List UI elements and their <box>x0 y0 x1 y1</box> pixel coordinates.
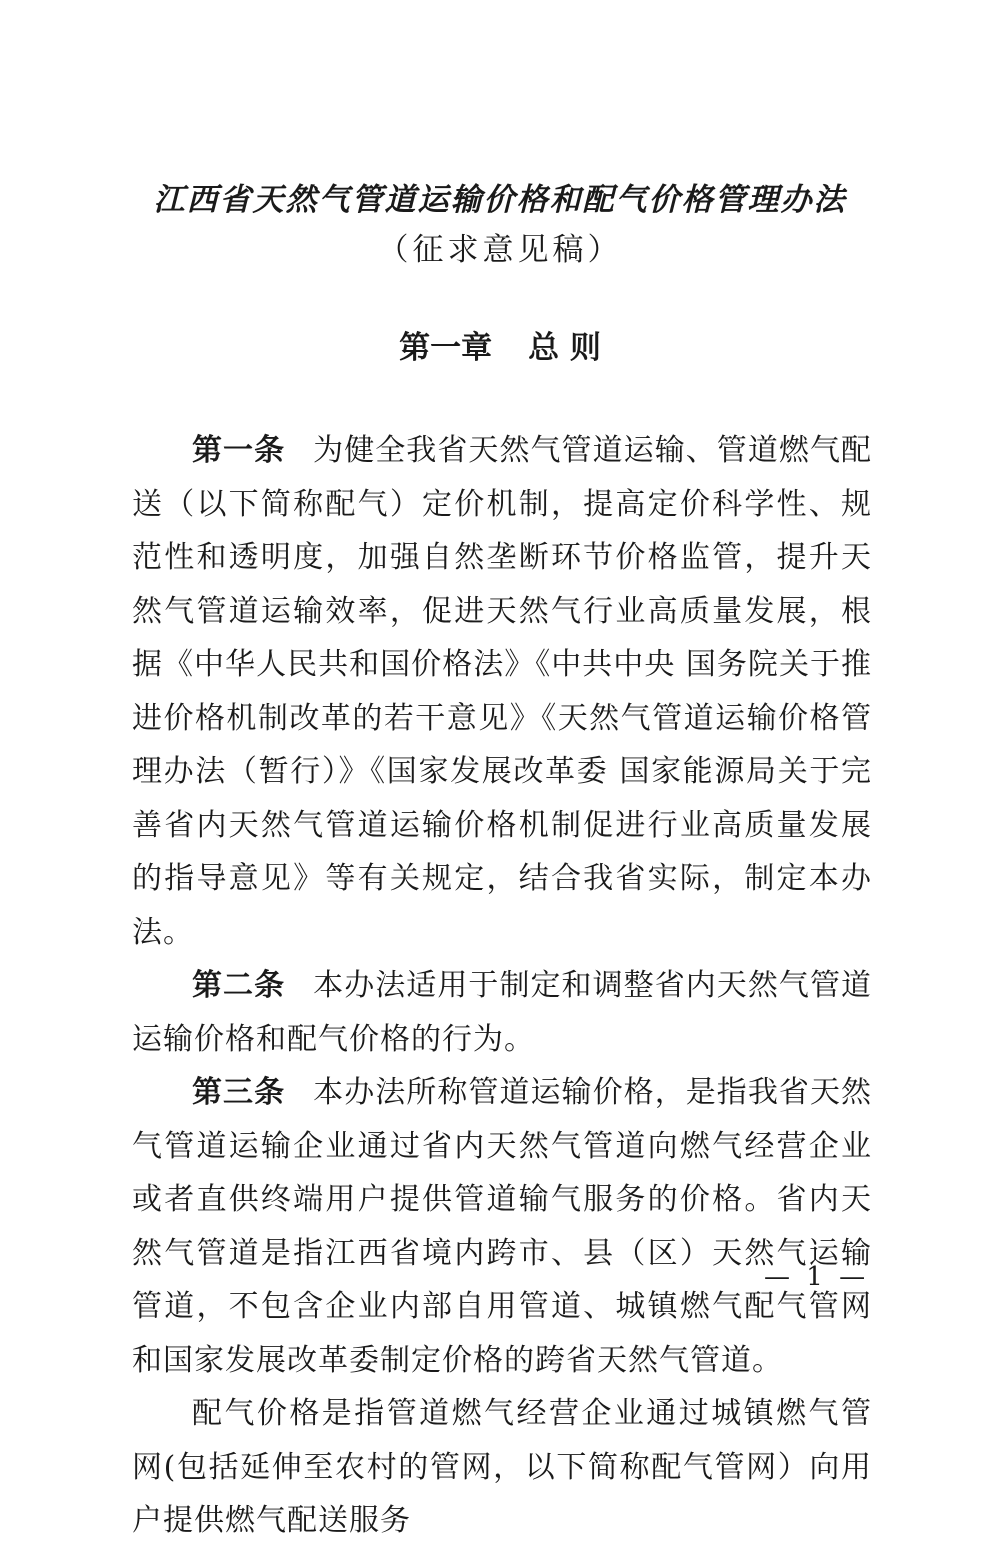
document-body <box>132 424 872 1548</box>
chapter-heading <box>0 326 1000 370</box>
article-paragraph <box>132 959 872 1066</box>
article-paragraph <box>132 424 872 959</box>
article-number: 第三条 <box>192 1075 286 1110</box>
body-paragraph <box>132 1387 872 1548</box>
page-number: — 1 — <box>764 1262 870 1292</box>
article-text: 为健全我省天然气管道运输、管道燃气配送（以下简称配气）定价机制，提高定价科学性、规范性和透明度，加强自然垄断环节价格监管，提升天然气管道运输效率，促进天然气行业高质量发展，根据《中华人民共和国价格法》《中共中央 国务院关于推进价格机制改革的若干意见》《天然气管道运输价格管理办法（暂行）》《国家发展改革委 国家能源局关于完善省内天然气管道运输价格机制促进行业高质量发展的指导意见》等有关规定，结合我省实际，制定本办法。 <box>132 433 873 950</box>
paragraph-text: 配气价格是指管道燃气经营企业通过城镇燃气管网(包括延伸至农村的管网，以下简称配气管网）向用户提供燃气配送服务 <box>132 1396 872 1538</box>
article-number: 第二条 <box>192 968 286 1003</box>
document-subtitle: （征求意见稿） <box>377 232 623 268</box>
chapter-name: 总 则 <box>528 330 601 366</box>
chapter-number: 第一章 <box>399 330 493 366</box>
document-title: 江西省天然气管道运输价格和配气价格管理办法 <box>153 182 847 218</box>
article-number: 第一条 <box>192 433 286 468</box>
article-text: 本办法所称管道运输价格，是指我省天然气管道运输企业通过省内天然气管道向燃气经营企业或者直供终端用户提供管道输气服务的价格。省内天然气管道是指江西省境内跨市、县（区）天然气运输管道，不包含企业内部自用管道、城镇燃气配气管网和国家发展改革委制定价格的跨省天然气管道。 <box>132 1075 873 1378</box>
article-text: 本办法适用于制定和调整省内天然气管道运输价格和配气价格的行为。 <box>132 968 873 1057</box>
article-paragraph <box>132 1066 872 1387</box>
